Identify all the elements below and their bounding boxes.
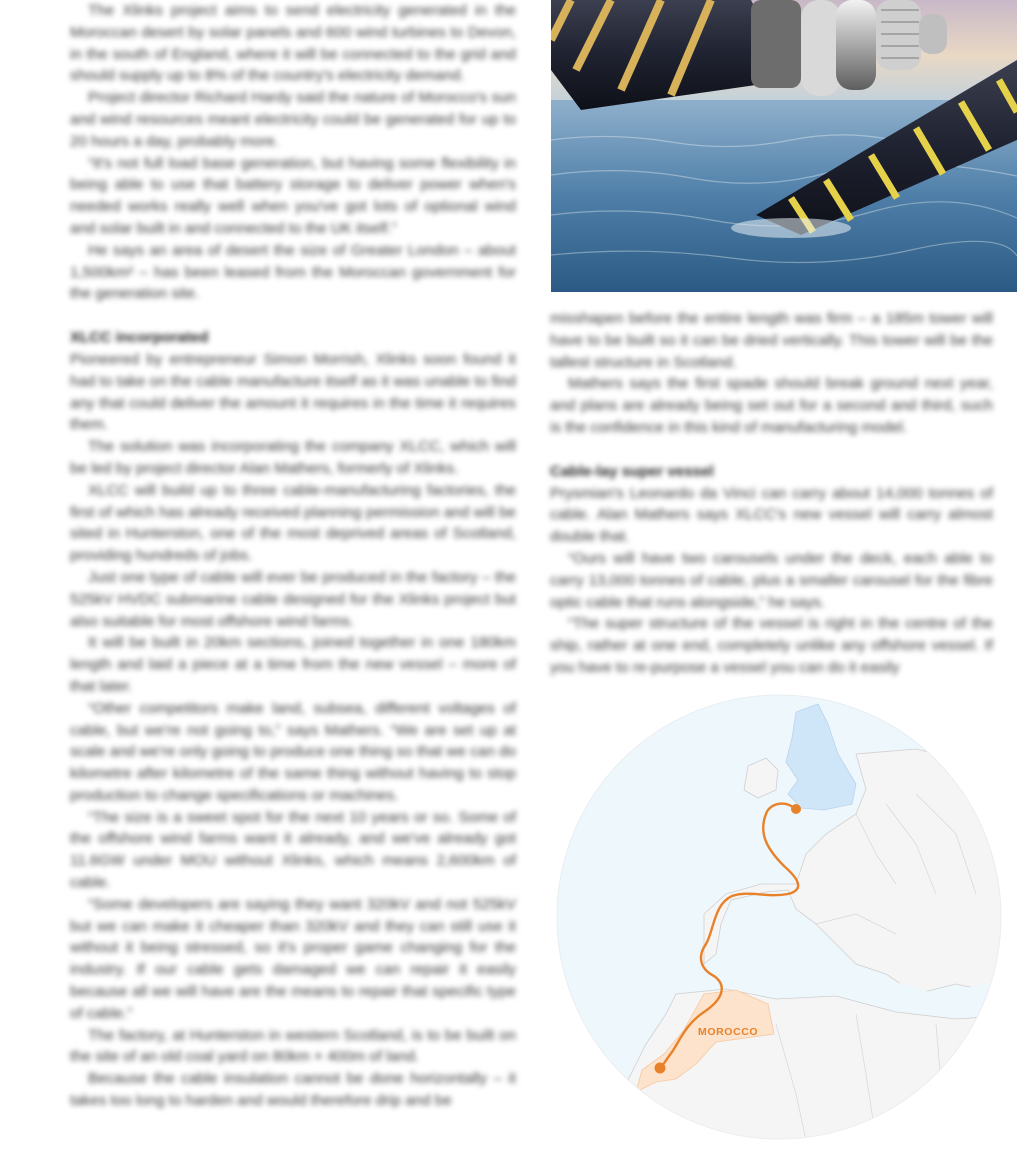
paragraph: “Other competitors make land, subsea, different voltages of cable, but we're not going to,” says Mathers. “We are set up at scale and we're only going to produce one thing so that we can do kilometre after kilometre of the same thing without having to stop production to change specifications or machines.: [70, 699, 516, 804]
paragraph: The factory, at Hunterston in western Scotland, is to be built on the site of an old coal yard on 80km × 400m of land.: [70, 1026, 516, 1066]
paragraph: Prysmian's Leonardo da Vinci can carry about 14,000 tonnes of cable. Alan Mathers says XLCC's new vessel will carry almost double that.: [550, 484, 993, 546]
route-endpoint-uk: [791, 804, 801, 814]
paragraph: The solution was incorporating the company XLCC, which will be led by project director Alan Mathers, formerly of Xlinks.: [70, 438, 516, 477]
paragraph: Mathers says the first spade should break ground next year, and plans are already being set out for a second and third, such is the confidence in this kind of manufacturing model.: [550, 375, 993, 436]
left-column: [70, 0, 516, 1112]
route-endpoint-morocco: [655, 1063, 666, 1074]
paragraph: Project director Richard Hardy said the nature of Morocco's sun and wind resources meant electricity could be generated for up to 20 hours a day, probably more.: [70, 89, 516, 150]
paragraph: He says an area of desert the size of Greater London – about 1,500km² – has been leased from the Moroccan government for the generation site.: [70, 241, 516, 303]
paragraph: “The super structure of the vessel is right in the centre of the ship, rather at one end, completely unlike any offshore vessel. If you have to re-purpose a vessel you can do it easily: [550, 615, 993, 676]
paragraph: “Ours will have two carousels under the deck, each able to carry 13,000 tonnes of cable, plus a smaller carousel for the fibre optic cable that runs alongside,” he says.: [550, 549, 993, 611]
paragraph: Just one type of cable will ever be produced in the factory – the 525kV HVDC submarine cable designed for the Xlinks project but also suitable for most offshore wind farms.: [70, 568, 516, 630]
subheading: Cable-lay super vessel: [550, 462, 714, 480]
paragraph: “It's not full load base generation, but having some flexibility in being able to use that battery storage to deliver power when's needed works really well when you've got lots of optional wind and solar built in and connected to the UK itself.”: [70, 154, 516, 237]
subsea-cable-photo: [551, 0, 1017, 292]
right-column: [550, 308, 993, 679]
paragraph: XLCC will build up to three cable-manufacturing factories, the first of which has already received planning permission and will be sited in Hunterston, one of the most deprived areas of Scotland, providing hundreds of jobs.: [70, 481, 516, 565]
paragraph: misshapen before the entire length was firm – a 185m tower will have to be built so it can be dried vertically. This tower will be the tallest structure in Scotland.: [550, 310, 993, 371]
route-map: [556, 694, 1002, 1140]
paragraph: The Xlinks project aims to send electricity generated in the Moroccan desert by solar panels and 600 wind turbines to Devon, in the south of England, where it will be connected to the grid and should supply up to 8% of the country's electricity demand.: [70, 2, 516, 85]
paragraph: “Some developers are saying they want 320kV and not 525kV but we can make it cheaper than 320kV and they can still use it without it being stressed, so it's proper game changing for the industry. If our cable gets damaged we can repair it easily because all we will have are the means to repair that specific type of cable.”: [70, 895, 516, 1022]
map-label-morocco: MOROCCO: [698, 1026, 759, 1038]
paragraph: “The size is a sweet spot for the next 10 years or so. Some of the offshore wind farms want it already, and we've already got 11.6GW under MOU without Xlinks, which means 2,600km of cable.: [70, 808, 516, 892]
subheading: XLCC incorporated: [70, 329, 209, 347]
paragraph: Because the cable insulation cannot be done horizontally – it takes too long to harden and would therefore drip and be: [70, 1070, 516, 1110]
paragraph: It will be built in 20km sections, joined together in one 180km length and laid a piece at a time from the new vessel – more of that later.: [70, 634, 516, 695]
paragraph: Pioneered by entrepreneur Simon Morrish, Xlinks soon found it had to take on the cable manufacture itself as it was unable to find any that could deliver the amount it requires in the time it requires them.: [70, 350, 516, 434]
